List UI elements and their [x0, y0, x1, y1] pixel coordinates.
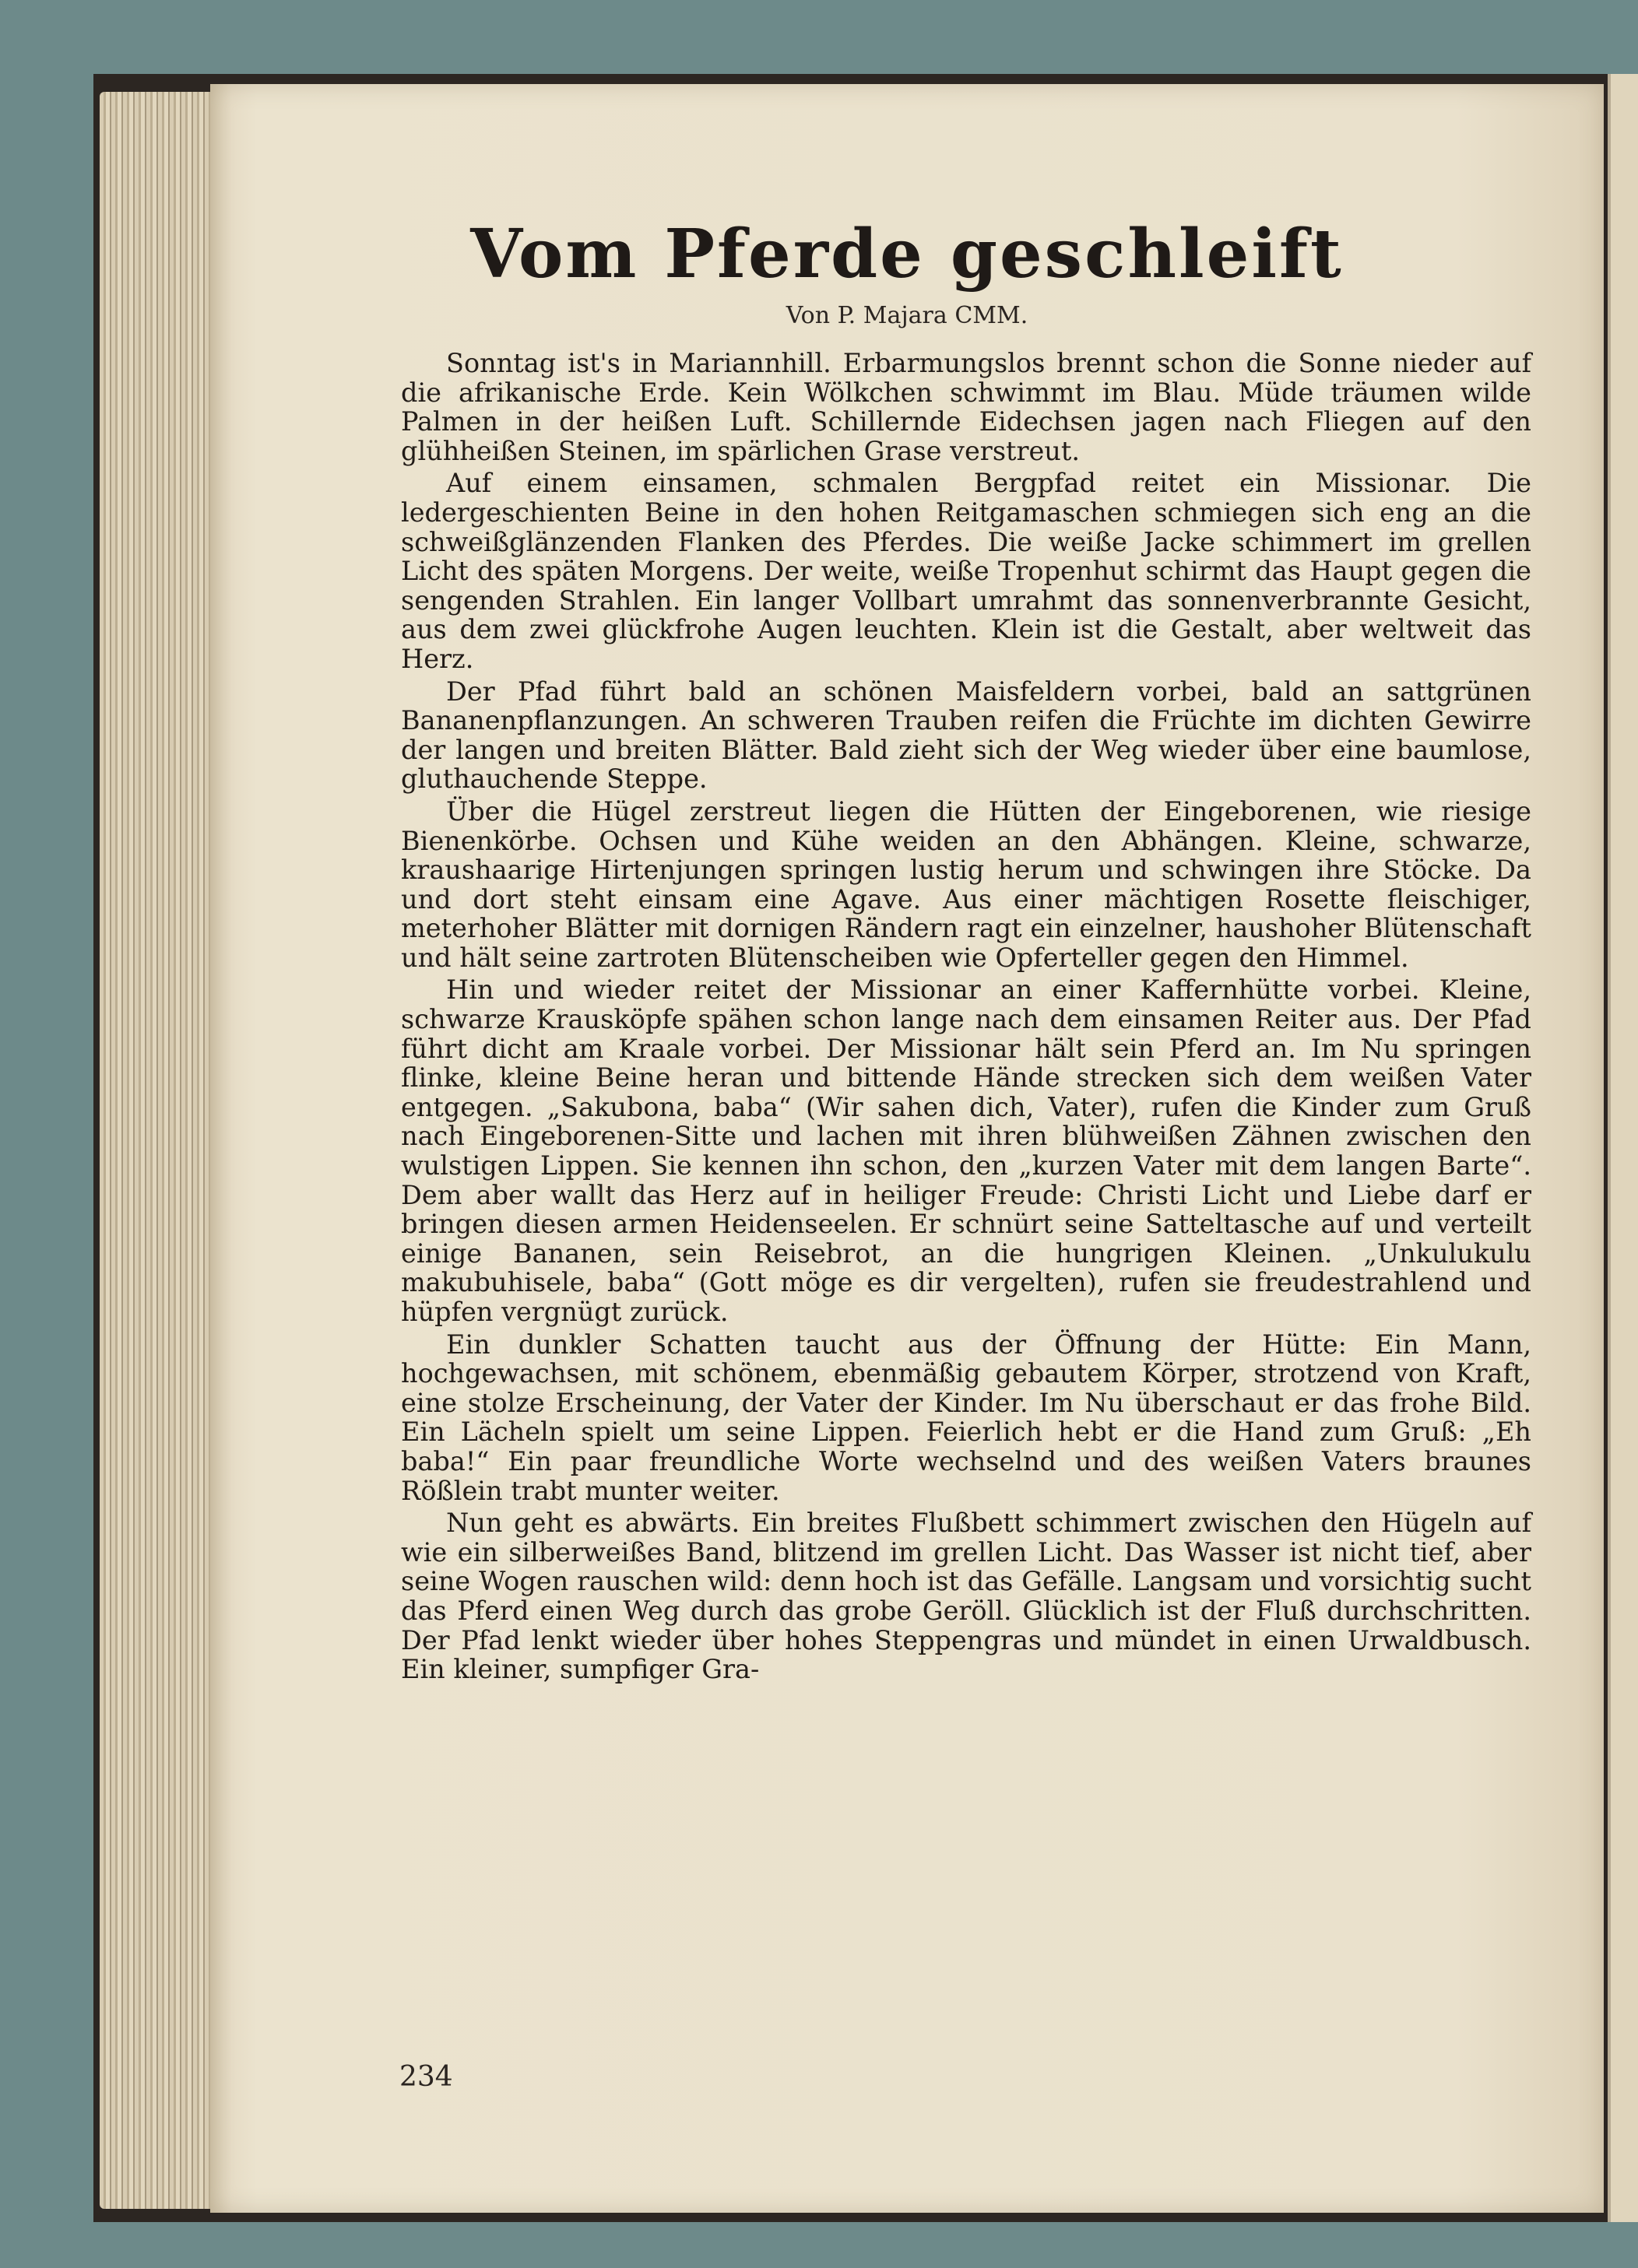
- page-number: 234: [399, 2061, 453, 2093]
- page-stack-edges: [100, 92, 216, 2209]
- paragraph: Sonntag ist's in Mariannhill. Erbarmungslos brennt schon die Sonne nieder auf die afrikanische Erde. Kein Wölkchen schwimmt im Blau. Müde träumen wilde Palmen in der heißen Luft. Schillernde Eidechsen jagen nach Fliegen auf den glühheißen Steinen, im spärlichen Grase verstreut.: [401, 348, 1531, 466]
- paragraph: Auf einem einsamen, schmalen Bergpfad reitet ein Missionar. Die ledergeschienten Beine in den hohen Reitgamaschen schmiegen sich eng an die schweißglänzenden Flanken des Pferdes. Die weiße Jacke schimmert im grellen Licht des späten Morgens. Der weite, weiße Tropenhut schirmt das Haupt gegen die sengenden Strahlen. Ein langer Vollbart umrahmt das sonnenverbrannte Gesicht, aus dem zwei glückfrohe Augen leuchten. Klein ist die Gestalt, aber weltweit das Herz.: [401, 468, 1531, 674]
- paragraph: Hin und wieder reitet der Missionar an einer Kaffernhütte vorbei. Kleine, schwarze Krausköpfe spähen schon lange nach dem einsamen Reiter aus. Der Pfad führt dicht am Kraale vorbei. Der Missionar hält sein Pferd an. Im Nu springen flinke, kleine Beine heran und bittende Hände strecken sich dem weißen Vater entgegen. „Sakubona, baba“ (Wir sahen dich, Vater), rufen die Kinder zum Gruß nach Eingeborenen-Sitte und lachen mit ihren blühweißen Zähnen zwischen den wulstigen Lippen. Sie kennen ihn schon, den „kurzen Vater mit dem langen Barte“. Dem aber wallt das Herz auf in heiliger Freude: Christi Licht und Liebe darf er bringen diesen armen Heidenseelen. Er schnürt seine Satteltasche auf und verteilt einige Bananen, sein Reisebrot, an die hungrigen Kleinen. „Unkulukulu makubuhisele, baba“ (Gott möge es dir vergelten), rufen sie freudestrahlend und hüpfen vergnügt zurück.: [401, 974, 1531, 1327]
- author-byline: Von P. Majara CMM.: [786, 302, 1028, 329]
- book-page: [210, 84, 1604, 2213]
- paragraph: Ein dunkler Schatten taucht aus der Öffnung der Hütte: Ein Mann, hochgewachsen, mit schönem, ebenmäßig gebautem Körper, strotzend von Kraft, eine stolze Erscheinung, der Vater der Kinder. Im Nu überschaut er das frohe Bild. Ein Lächeln spielt um seine Lippen. Feierlich hebt er die Hand zum Gruß: „Eh baba!“ Ein paar freundliche Worte wechselnd und des weißen Vaters braunes Rößlein trabt munter weiter.: [401, 1329, 1531, 1506]
- paragraph: Der Pfad führt bald an schönen Maisfeldern vorbei, bald an sattgrünen Bananenpflanzungen. An schweren Trauben reifen die Früchte im dichten Gewirre der langen und breiten Blätter. Bald zieht sich der Weg wieder über eine baumlose, gluthauchende Steppe.: [401, 676, 1531, 795]
- facing-page-edge: [1600, 74, 1638, 2222]
- article-title: Vom Pferde geschleift: [470, 215, 1344, 293]
- article-body: [401, 349, 1531, 1687]
- paragraph: Über die Hügel zerstreut liegen die Hütten der Eingeborenen, wie riesige Bienenkörbe. Ochsen und Kühe weiden an den Abhängen. Kleine, schwarze, kraushaarige Hirtenjungen springen lustig herum und schwingen ihre Stöcke. Da und dort steht einsam eine Agave. Aus einer mächtigen Rosette fleischiger, meterhoher Blätter mit dornigen Rändern ragt ein einzelner, haushoher Blütenschaft und hält seine zartroten Blütenscheiben wie Opferteller gegen den Himmel.: [401, 795, 1531, 973]
- paragraph: Nun geht es abwärts. Ein breites Flußbett schimmert zwischen den Hügeln auf wie ein silberweißes Band, blitzend im grellen Licht. Das Wasser ist nicht tief, aber seine Wogen rauschen wild: denn hoch ist das Gefälle. Langsam und vorsichtig sucht das Pferd einen Weg durch das grobe Geröll. Glücklich ist der Fluß durchschritten. Der Pfad lenkt wieder über hohes Steppengras und mündet in einen Urwaldbusch. Ein kleiner, sumpfiger Gra-: [401, 1508, 1531, 1685]
